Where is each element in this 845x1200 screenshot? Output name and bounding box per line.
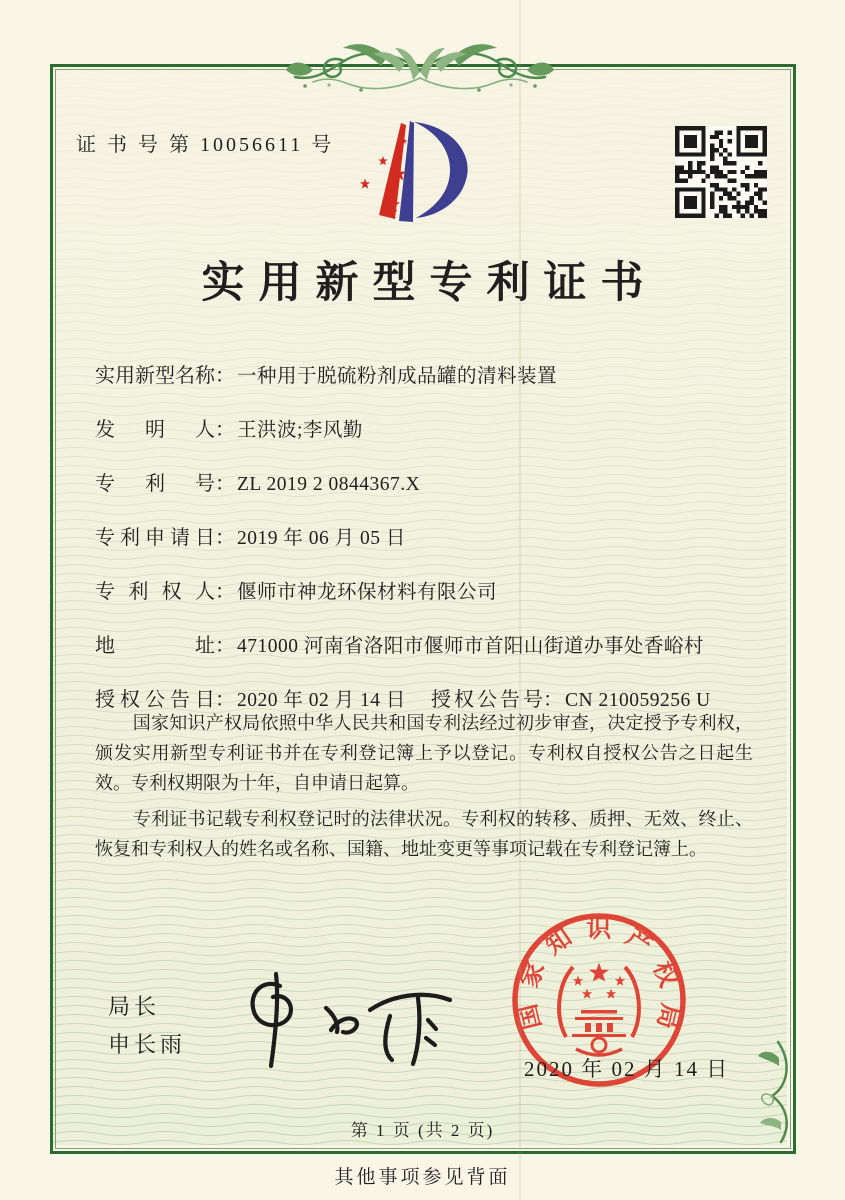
field-colon: ：	[215, 419, 235, 441]
commissioner-signature-icon	[222, 972, 462, 1072]
legal-paragraph-2: 专利证书记载专利权登记时的法律状况。专利权的转移、质押、无效、终止、恢复和专利权人的姓名或名称、国籍、地址变更等事项记载在专利登记簿上。	[95, 809, 753, 859]
field-row-inventors	[95, 418, 755, 443]
seal-date: 2020 年 02 月 14 日	[524, 1057, 730, 1081]
field-label: 地址	[95, 635, 215, 657]
qr-code	[675, 126, 767, 218]
field-value: 偃师市神龙环保材料有限公司	[237, 582, 498, 603]
field-colon: ：	[215, 365, 235, 387]
grant-number-label: 授权公告号	[431, 689, 543, 711]
certificate-number: 证 书 号 第 10056611 号	[76, 134, 335, 156]
field-row-filing-date	[95, 526, 755, 551]
top-flourish-ornament-icon	[283, 30, 557, 104]
legal-paragraph-1: 国家知识产权局依照中华人民共和国专利法经过初步审查，决定授予专利权，颁发实用新型专利证书并在专利登记簿上予以登记。专利权自授权公告之日起生效。专利权期限为十年，自申请日起算。	[95, 713, 753, 793]
field-colon: ：	[215, 689, 235, 711]
field-value: 471000 河南省洛阳市偃师市首阳山街道办事处香峪村	[237, 636, 704, 657]
field-colon: ：	[215, 527, 235, 549]
page-indicator: 第 1 页 (共 2 页)	[350, 1121, 495, 1140]
field-row-patentee	[95, 580, 755, 605]
field-label: 专利权人	[95, 581, 215, 603]
field-value: 王洪波;李风勤	[237, 420, 363, 441]
field-row-patent-number	[95, 472, 755, 497]
field-row-address	[95, 634, 755, 659]
field-colon: ：	[215, 473, 235, 495]
certificate-fields	[95, 364, 755, 742]
field-label: 专利号	[95, 473, 215, 495]
field-colon: ：	[215, 635, 235, 657]
grant-date-label: 授权公告日	[95, 689, 215, 711]
field-value: 一种用于脱硫粉剂成品罐的清料装置	[237, 366, 558, 387]
field-colon: ：	[543, 689, 563, 711]
legal-text	[95, 708, 753, 870]
field-colon: ：	[215, 581, 235, 603]
back-side-note: 其他事项参见背面	[334, 1167, 511, 1188]
commissioner-name: 申长雨	[108, 1032, 187, 1057]
field-label: 实用新型名称	[95, 365, 215, 387]
commissioner-title: 局长	[108, 994, 161, 1019]
certificate-title: 实用新型专利证书	[201, 260, 658, 307]
field-value: ZL 2019 2 0844367.X	[237, 474, 421, 495]
field-row-name	[95, 364, 755, 389]
cnipa-logo-icon	[352, 118, 492, 230]
grant-date-value: 2020 年 02 月 14 日	[237, 690, 406, 711]
corner-vine-ornament-icon	[748, 1038, 792, 1144]
seal-text: 国家知识产权局	[514, 915, 684, 1032]
grant-number-value: CN 210059256 U	[565, 690, 711, 711]
paper-fold-line	[519, 0, 521, 1200]
field-value: 2019 年 06 月 05 日	[237, 528, 406, 549]
field-label: 发明人	[95, 419, 215, 441]
field-label: 专利申请日	[95, 527, 215, 549]
